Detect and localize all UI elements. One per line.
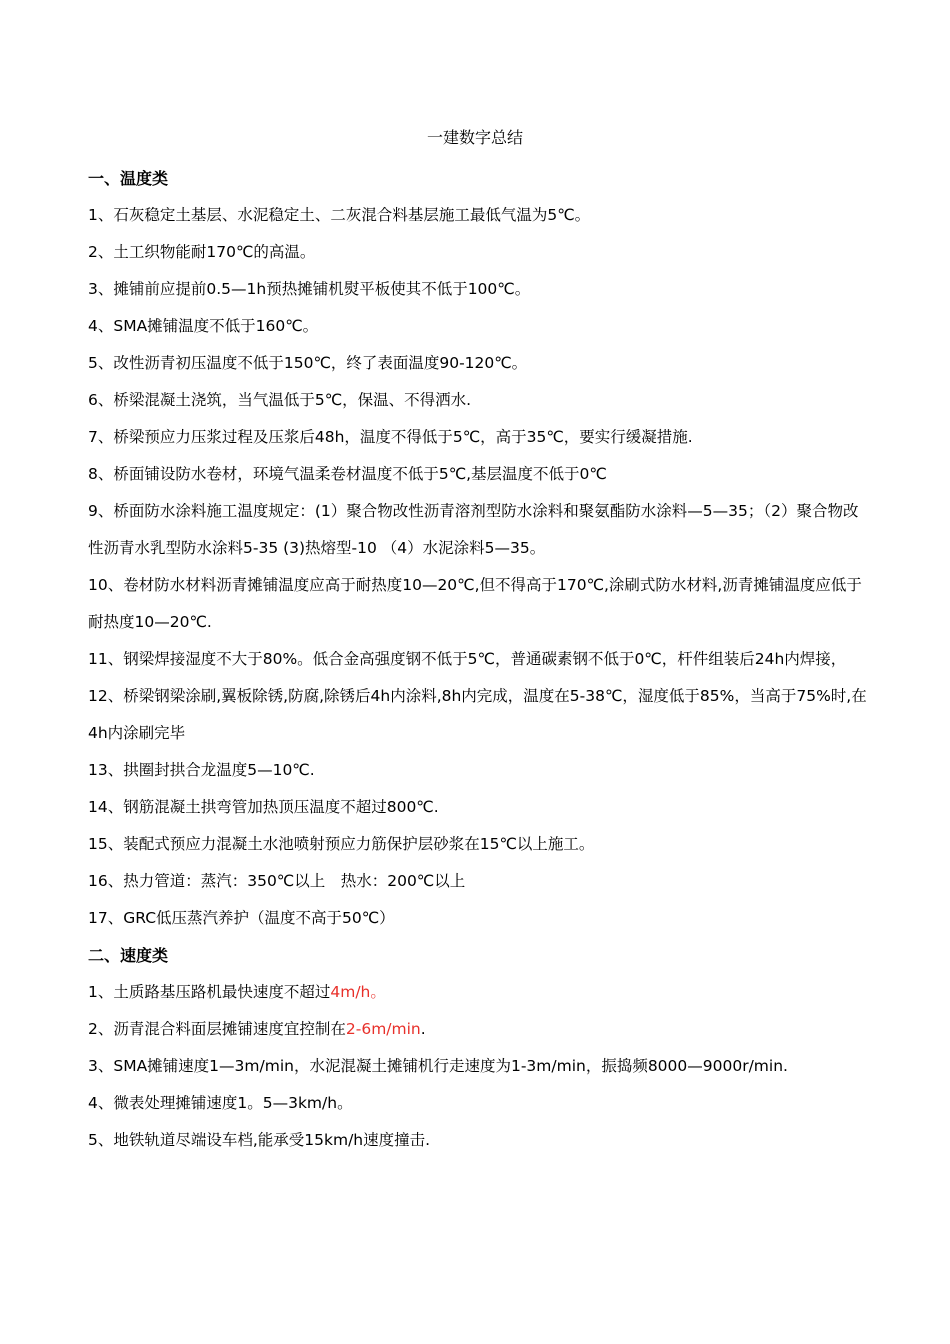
highlighted-value: 4m/h。	[330, 983, 386, 1001]
list-item: 4、微表处理摊铺速度1。5—3km/h。	[88, 1094, 353, 1112]
list-item: 5、地铁轨道尽端设车档,能承受15km/h速度撞击.	[88, 1131, 431, 1149]
document-title: 一建数字总结	[426, 128, 523, 147]
item-text-after: .	[420, 1020, 426, 1038]
item-text: 1、土质路基压路机最快速度不超过	[88, 983, 331, 1001]
list-item	[88, 974, 868, 1011]
list-item: 10、卷材防水材料沥青摊铺温度应高于耐热度10—20℃,但不得高于170℃,涂刷式防水材料,沥青摊铺温度应低于耐热度10—20℃.	[88, 576, 862, 631]
list-item: 14、钢筋混凝土拱弯管加热顶压温度不超过800℃.	[88, 798, 439, 816]
section-heading-speed: 二、速度类	[88, 946, 169, 965]
list-item: 9、桥面防水涂料施工温度规定：(1）聚合物改性沥青溶剂型防水涂料和聚氨酯防水涂料—5—35；（2）聚合物改性沥青水乳型防水涂料5-35 (3)热熔型-10 （4）水泥涂料5—35。	[88, 502, 859, 557]
item-text: 2、沥青混合料面层摊铺速度宜控制在	[88, 1020, 346, 1038]
list-item: 8、桥面铺设防水卷材，环境气温柔卷材温度不低于5℃,基层温度不低于0℃	[88, 465, 607, 483]
list-item: 17、GRC低压蒸汽养护（温度不高于50℃）	[88, 909, 395, 927]
list-item: 4、SMA摊铺温度不低于160℃。	[88, 317, 319, 335]
list-item: 3、SMA摊铺速度1—3m/min，水泥混凝土摊铺机行走速度为1-3m/min，振捣频8000—9000r/min.	[88, 1057, 788, 1075]
document-body	[88, 160, 868, 1159]
list-item: 13、拱圈封拱合龙温度5—10℃.	[88, 761, 315, 779]
highlighted-value: 2-6m/min	[345, 1020, 421, 1038]
section-heading-temperature: 一、温度类	[88, 169, 169, 188]
list-item	[88, 1011, 868, 1048]
list-item: 7、桥梁预应力压浆过程及压浆后48h，温度不得低于5℃，高于35℃，要实行缓凝措施.	[88, 428, 693, 446]
list-item: 11、钢梁焊接湿度不大于80%。低合金高强度钢不低于5℃，普通碳素钢不低于0℃，杆件组装后24h内焊接，	[88, 650, 847, 668]
list-item: 2、土工织物能耐170℃的高温。	[88, 243, 316, 261]
list-item: 12、桥梁钢梁涂刷,翼板除锈,防腐,除锈后4h内涂料,8h内完成，温度在5-38℃，湿度低于85%，当高于75%时,在4h内涂刷完毕	[88, 687, 867, 742]
list-item: 16、热力管道：蒸汽：350℃以上 热水：200℃以上	[88, 872, 466, 890]
list-item: 15、装配式预应力混凝土水池喷射预应力筋保护层砂浆在15℃以上施工。	[88, 835, 595, 853]
list-item: 5、改性沥青初压温度不低于150℃，终了表面温度90-120℃。	[88, 354, 528, 372]
list-item: 6、桥梁混凝土浇筑，当气温低于5℃，保温、不得洒水.	[88, 391, 472, 409]
list-item: 3、摊铺前应提前0.5—1h预热摊铺机熨平板使其不低于100℃。	[88, 280, 531, 298]
list-item: 1、石灰稳定土基层、水泥稳定土、二灰混合料基层施工最低气温为5℃。	[88, 206, 591, 224]
